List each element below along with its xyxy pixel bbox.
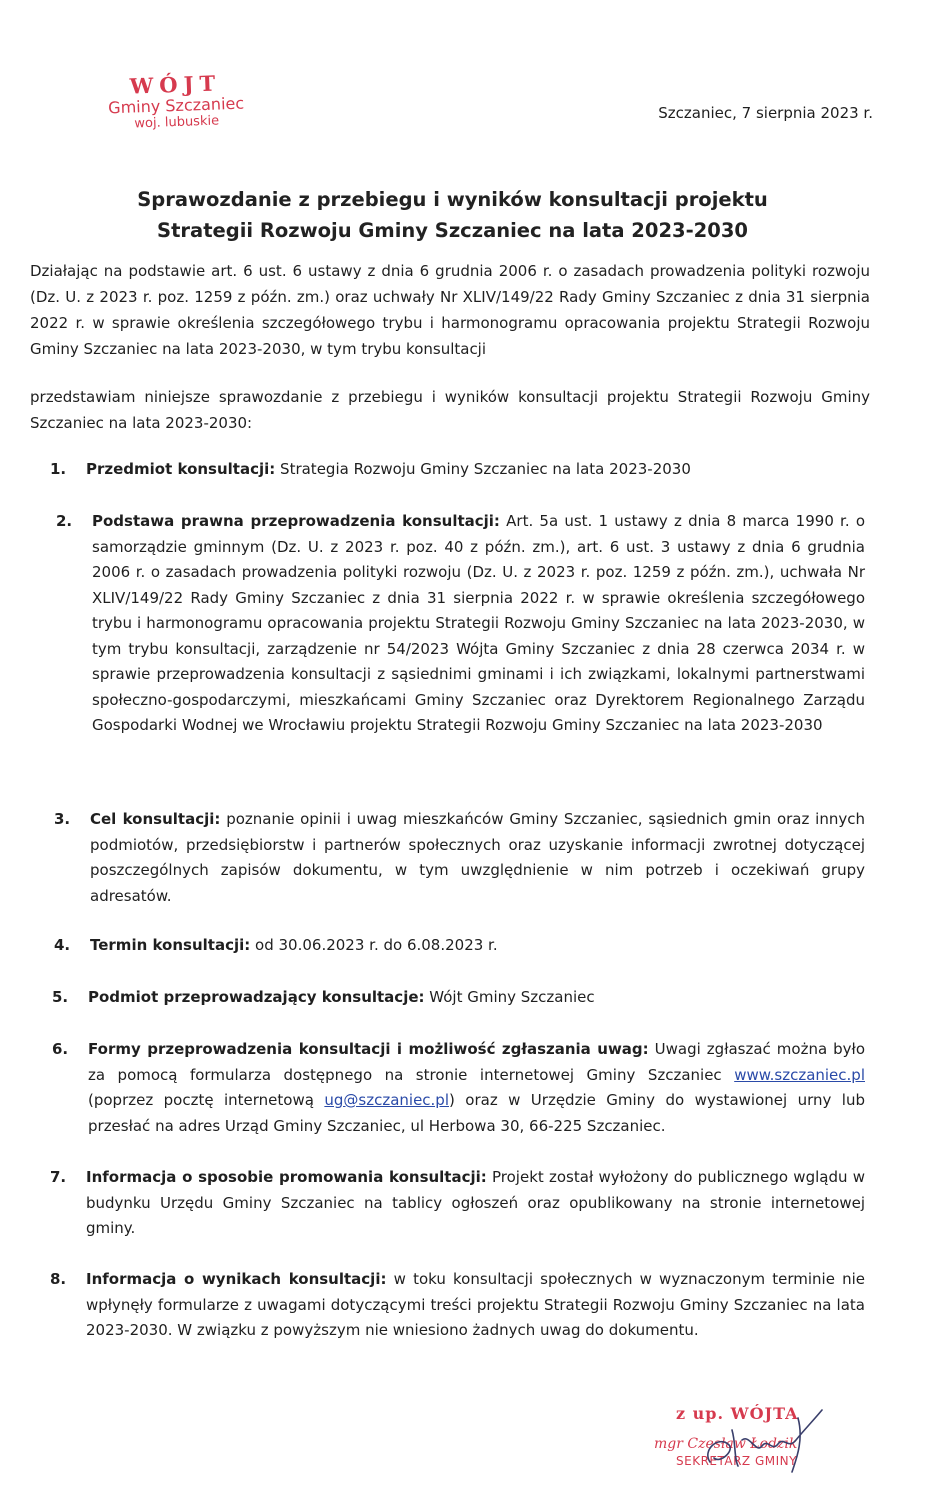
item-text: poznanie opinii i uwag mieszkańców Gminy Szczaniec, sąsiednich gmin oraz innych podmiotów, przedsiębiorstw i partnerów społecznych oraz uzyskanie informacji zwrotnej dotyczącej poszczególnych zapisów dokumentu, w tym uwzględnienie w nim potrzeb i oczekiwań grupy adresatów. bbox=[90, 810, 865, 905]
stamp-title: WÓJT bbox=[129, 70, 222, 99]
item-body bbox=[86, 1267, 865, 1344]
item-text: Uwagi zgłaszać można było za pomocą formularza dostępnego na stronie internetowej Gminy Szczaniec bbox=[88, 1040, 865, 1084]
item-label: Cel konsultacji: bbox=[90, 810, 221, 828]
signature-position: SEKRETARZ GMINY bbox=[676, 1454, 797, 1468]
document-title bbox=[60, 184, 845, 246]
title-line-2: Strategii Rozwoju Gminy Szczaniec na lata 2023-2030 bbox=[157, 219, 748, 242]
report-item-4 bbox=[54, 933, 865, 959]
item-body bbox=[88, 1037, 865, 1139]
item-number: 7. bbox=[50, 1168, 67, 1186]
item-body bbox=[90, 807, 865, 909]
report-item-8 bbox=[50, 1267, 865, 1344]
item-body bbox=[88, 985, 865, 1011]
signature-name: mgr Czesław Łodzik bbox=[654, 1436, 798, 1452]
signature-authority: z up. WÓJTA bbox=[676, 1404, 799, 1423]
report-item-3 bbox=[54, 807, 865, 909]
website-link[interactable]: www.szczaniec.pl bbox=[734, 1065, 865, 1084]
item-text: Art. 5a ust. 1 ustawy z dnia 8 marca 1990 r. o samorządzie gminnym (Dz. U. z 2023 r. poz. 40 z późn. zm.), art. 6 ust. 3 ustawy z dnia 6 grudnia 2006 r. o zasadach prowadzenia polityki rozwoju (Dz. U. z 2023 r. poz. 1259 z późn. zm.), uchwała Nr XLIV/149/22 Rady Gminy Szczaniec z dnia 31 sierpnia 2022 r. w sprawie określenia szczegółowego trybu i harmonogramu opracowania projektu Strategii Rozwoju Gminy Szczaniec na lata 2023-2030, w tym trybu konsultacji, zarządzenie nr 54/2023 Wójta Gminy Szczaniec z dnia 28 czerwca 2034 r. w sprawie przeprowadzenia konsultacji z sąsiednimi gminami i ich związkami, lokalnymi partnerstwami społeczno-gospodarczymi, mieszkańcami Gminy Szczaniec oraz Dyrektorem Regionalnego Zarządu Gospodarki Wodnej we Wrocławiu projektu Strategii Rozwoju Gminy Szczaniec na lata 2023-2030 bbox=[92, 512, 865, 734]
item-text: Wójt Gminy Szczaniec bbox=[424, 988, 595, 1006]
item-number: 5. bbox=[52, 988, 69, 1006]
item-label: Termin konsultacji: bbox=[90, 936, 251, 954]
item-number: 3. bbox=[54, 810, 71, 828]
signature-stamp bbox=[640, 1400, 840, 1490]
title-line-1: Sprawozdanie z przebiegu i wyników konsultacji projektu bbox=[137, 188, 768, 211]
item-body bbox=[92, 509, 865, 739]
report-item-1 bbox=[50, 457, 865, 483]
stamp-municipality: Gminy Szczaniec bbox=[107, 93, 245, 118]
item-body bbox=[90, 933, 865, 959]
item-number: 6. bbox=[52, 1040, 69, 1058]
intro-paragraph-2: przedstawiam niniejsze sprawozdanie z przebiegu i wyników konsultacji projektu Strategii Rozwoju Gminy Szczaniec na lata 2023-2030: bbox=[30, 388, 870, 432]
item-label: Informacja o sposobie promowania konsultacji: bbox=[86, 1168, 487, 1186]
place-date: Szczaniec, 7 sierpnia 2023 r. bbox=[658, 104, 873, 122]
item-number: 4. bbox=[54, 936, 71, 954]
item-text: w toku konsultacji społecznych w wyznaczonym terminie nie wpłynęły formularze z uwagami dotyczącymi treści projektu Strategii Rozwoju Gminy Szczaniec na lata 2023-2030. W związku z powyższym nie wniesiono żadnych uwag do dokumentu. bbox=[86, 1270, 865, 1339]
wojt-stamp bbox=[95, 69, 257, 133]
report-item-7 bbox=[50, 1165, 865, 1242]
item-label: Informacja o wynikach konsultacji: bbox=[86, 1270, 387, 1288]
handwritten-signature-icon bbox=[680, 1400, 830, 1480]
item-label: Przedmiot konsultacji: bbox=[86, 460, 276, 478]
intro-paragraph-1: Działając na podstawie art. 6 ust. 6 ustawy z dnia 6 grudnia 2006 r. o zasadach prowadzenia polityki rozwoju (Dz. U. z 2023 r. poz. 1259 z późn. zm.) oraz uchwały Nr XLIV/149/22 Rady Gminy Szczaniec z dnia 31 sierpnia 2022 r. w sprawie określenia szczegółowego trybu i harmonogramu opracowania projektu Strategii Rozwoju Gminy Szczaniec na lata 2023-2030, w tym trybu konsultacji bbox=[30, 262, 870, 358]
email-link[interactable]: ug@szczaniec.pl bbox=[324, 1091, 449, 1109]
item-number: 1. bbox=[50, 460, 67, 478]
report-item-2 bbox=[56, 509, 865, 739]
stamp-voivodeship: woj. lubuskie bbox=[134, 113, 220, 132]
item-body bbox=[86, 1165, 865, 1242]
item-number: 8. bbox=[50, 1270, 67, 1288]
report-item-6 bbox=[52, 1037, 865, 1139]
item-text: Projekt został wyłożony do publicznego wglądu w budynku Urzędu Gminy Szczaniec na tablicy ogłoszeń oraz opublikowany na stronie internetowej gminy. bbox=[86, 1168, 865, 1237]
report-item-5 bbox=[52, 985, 865, 1011]
item-number: 2. bbox=[56, 512, 73, 530]
item-body bbox=[86, 457, 865, 483]
item-text: od 30.06.2023 r. do 6.08.2023 r. bbox=[250, 936, 498, 954]
item-label: Podstawa prawna przeprowadzenia konsultacji: bbox=[92, 512, 500, 530]
item-text: (poprzez pocztę internetową bbox=[88, 1091, 325, 1109]
item-label: Formy przeprowadzenia konsultacji i możliwość zgłaszania uwag: bbox=[88, 1040, 649, 1058]
item-text: ) oraz w Urzędzie Gminy do wystawionej urny lub przesłać na adres Urząd Gminy Szczaniec, ul Herbowa 30, 66-225 Szczaniec. bbox=[88, 1091, 865, 1135]
item-label: Podmiot przeprowadzający konsultacje: bbox=[88, 988, 425, 1006]
item-text: Strategia Rozwoju Gminy Szczaniec na lata 2023-2030 bbox=[275, 460, 691, 478]
